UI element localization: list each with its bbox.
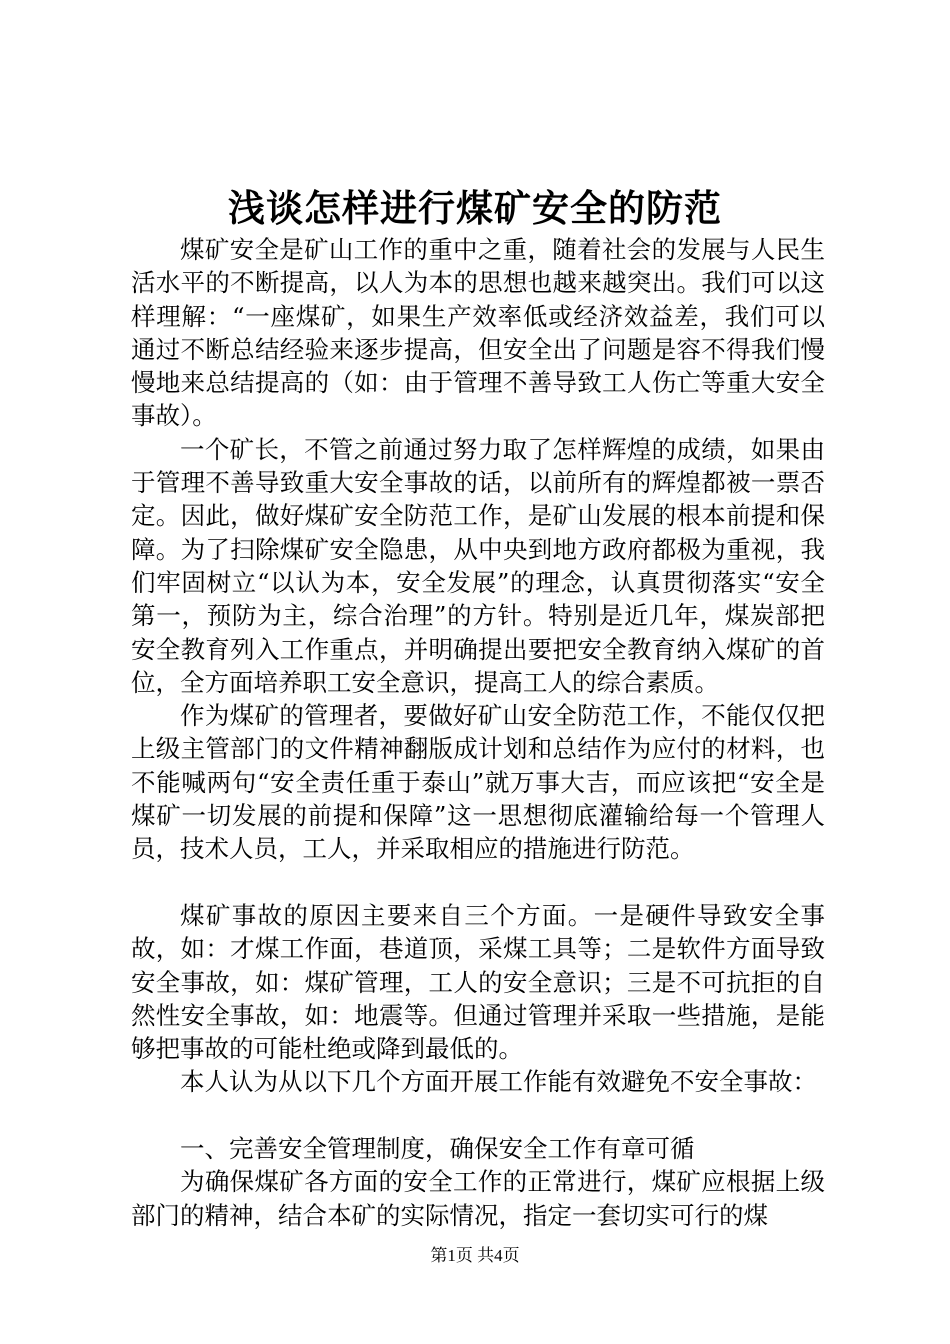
page-number-footer: 第1页 共4页 [430,1246,520,1265]
paragraph: 为确保煤矿各方面的安全工作的正常进行，煤矿应根据上级部门的精神，结合本矿的实际情况，指定一套切实可行的煤 [131,1167,825,1230]
paragraph: 煤矿事故的原因主要来自三个方面。一是硬件导致安全事故，如：才煤工作面，巷道顶，采煤工具等；二是软件方面导致安全事故，如：煤矿管理，工人的安全意识；三是不可抗拒的自然性安全事故，如：地震等。但通过管理并采取一些措施，是能够把事故的可能杜绝或降到最低的。 [131,900,825,1064]
paragraph: 作为煤矿的管理者，要做好矿山安全防范工作，不能仅仅把上级主管部门的文件精神翻版成计划和总结作为应付的材料，也不能喊两句“安全责任重于泰山”就万事大吉，而应该把“安全是煤矿一切发展的前提和保障”这一思想彻底灌输给每一个管理人员，技术人员，工人，并采取相应的措施进行防范。 [131,701,825,864]
paragraph: 煤矿安全是矿山工作的重中之重，随着社会的发展与人民生活水平的不断提高，以人为本的思想也越来越突出。我们可以这样理解：“一座煤矿，如果生产效率低或经济效益差，我们可以通过不断总结经验来逐步提高，但安全出了问题是容不得我们慢慢地来总结提高的（如：由于管理不善导致工人伤亡等重大安全事故）。 [131,235,825,431]
document-title: 浅谈怎样进行煤矿安全的防范 [228,186,722,230]
paragraph: 一个矿长，不管之前通过努力取了怎样辉煌的成绩，如果由于管理不善导致重大安全事故的话，以前所有的辉煌都被一票否定。因此，做好煤矿安全防范工作，是矿山发展的根本前提和保障。为了扫除煤矿安全隐患，从中央到地方政府都极为重视，我们牢固树立“以认为本，安全发展”的理念，认真贯彻落实“安全第一，预防为主，综合治理”的方针。特别是近几年，煤炭部把安全教育列入工作重点，并明确提出要把安全教育纳入煤矿的首位，全方面培养职工安全意识，提高工人的综合素质。 [131,434,825,697]
document-body [131,233,825,1232]
section-heading: 一、完善安全管理制度，确保安全工作有章可循 [180,1134,695,1164]
paragraph: 本人认为从以下几个方面开展工作能有效避免不安全事故： [180,1067,817,1097]
